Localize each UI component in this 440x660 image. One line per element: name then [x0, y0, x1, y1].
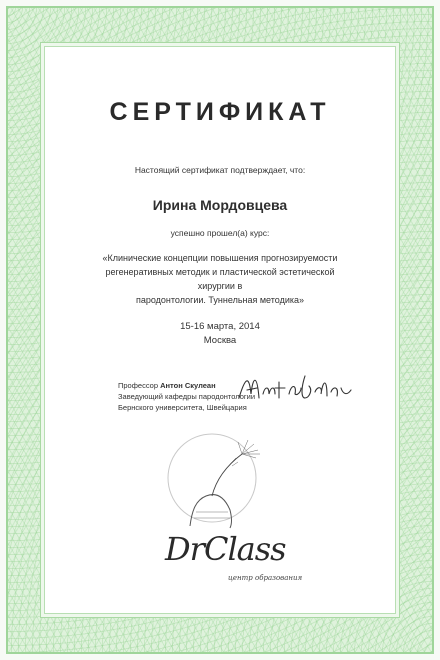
course-title — [100, 251, 340, 307]
signer-title: Профессор — [118, 381, 159, 390]
certificate-title: СЕРТИФИКАТ — [109, 98, 331, 126]
completed-text: успешно прошел(а) курс: — [170, 228, 270, 238]
logo-tagline: центр образования — [228, 574, 303, 582]
signer-position: Заведующий кафедры пародонтологии — [118, 392, 256, 401]
signer-university: Бернского университета, Швейцария — [118, 403, 247, 412]
drclass-logo: DrClass — [165, 530, 286, 568]
course-city: Москва — [203, 335, 237, 346]
course-title-line-2: регенеративных методик и пластической эстетической хирургии в — [105, 267, 335, 291]
drclass-logo-emblem — [150, 430, 290, 530]
recipient-name: Ирина Мордовцева — [152, 197, 288, 213]
intro-text: Настоящий сертификат подтверждает, что: — [134, 165, 306, 175]
course-title-line-1: «Клинические концепции повышения прогнозируемости — [102, 253, 338, 263]
course-dates: 15-16 марта, 2014 — [180, 321, 260, 332]
signer-name: Антон Скулеан — [160, 381, 216, 390]
handwritten-signature — [235, 368, 355, 408]
course-title-line-3: пародонтологии. Туннельная методика» — [135, 295, 305, 305]
